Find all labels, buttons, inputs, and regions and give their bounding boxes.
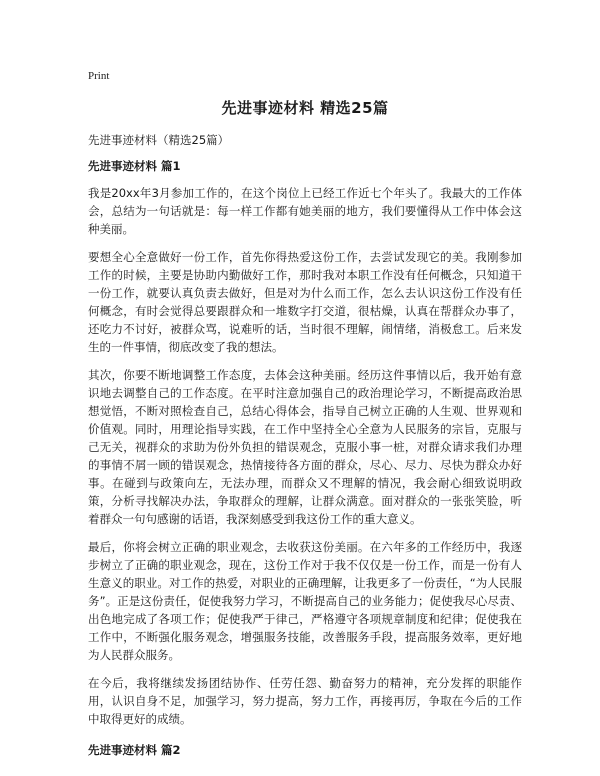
paragraph: 我是20xx年3月参加工作的，在这个岗位上已经工作近七个年头了。我最大的工作体会，总结为一句话就是：每一样工作都有她美丽的地方，我们要懂得从工作中体会这种美丽。: [88, 186, 522, 236]
paragraph: 最后，你将会树立正确的职业观念，去收获这份美丽。在六年多的工作经历中，我逐步树立了正确的职业观念，现在，这份工作对于我不仅仅是一份工作，而是一份有人生意义的职业。对工作的热爱，对职业的正确理解，让我更多了一份责任，“为人民服务”。正是这份责任，促使我努力学习，不断提高自己的业务能力；促使我尽心尽责、出色地完成了各项工作；促使我严于律己，严格遵守各项规章制度和纪律；促使我在工作中，不断强化服务观念，增强服务技能，改善服务手段，提高服务效率，更好地为人民群众服务。: [88, 540, 522, 662]
section-heading-1: 先进事迹材料 篇1: [88, 159, 181, 173]
section-heading-2: 先进事迹材料 篇2: [88, 743, 181, 757]
document-body: [88, 158, 522, 768]
paragraph: 要想全心全意做好一份工作，首先你得热爱这份工作，去尝试发现它的美。我刚参加工作的时候，主要是协助内勤做好工作，那时我对本职工作没有任何概念，只知道干一份工作，就要认真负责去做好，但是对为什么而工作，怎么去认识这份工作没有任何概念，有时会觉得总要跟群众和一堆数字打交道，很枯燥，认真在帮群众办事了，还吃力不讨好，被群众骂，说难听的话，当时很不理解，闹情绪，消极怠工。后来发生的一件事情，彻底改变了我的想法。: [88, 250, 522, 354]
print-label[interactable]: Print: [88, 70, 110, 82]
page-title: 先进事迹材料 精选25篇: [221, 99, 389, 117]
document-subtitle: 先进事迹材料（精选25篇）: [88, 133, 230, 147]
paragraph: 在今后，我将继续发扬团结协作、任劳任怨、勤奋努力的精神，充分发挥的职能作用，认识自身不足，加强学习，努力提高，努力工作，再接再厉，争取在今后的工作中取得更好的成绩。: [88, 676, 522, 726]
paragraph: 其次，你要不断地调整工作态度，去体会这种美丽。经历这件事情以后，我开始有意识地去调整自己的工作态度。在平时注意加强自己的政治理论学习，不断提高政治思想觉悟，不断对照检查自己，总结心得体会，指导自己树立正确的人生观、世界观和价值观。同时，用理论指导实践，在工作中坚持全心全意为人民服务的宗旨，克服与己无关，视群众的求助为份外负担的错误观念，克服小事一桩，对群众请求我们办理的事情不屑一顾的错误观念，热情接待各方面的群众，尽心、尽力、尽快为群众办好事。在碰到与政策向左，无法办理，而群众又不理解的情况，我会耐心细致说明政策，分析寻找解决办法，争取群众的理解，让群众满意。面对群众的一张张笑脸，听着群众一句句感谢的话语，我深刻感受到我这份工作的重大意义。: [88, 368, 522, 526]
